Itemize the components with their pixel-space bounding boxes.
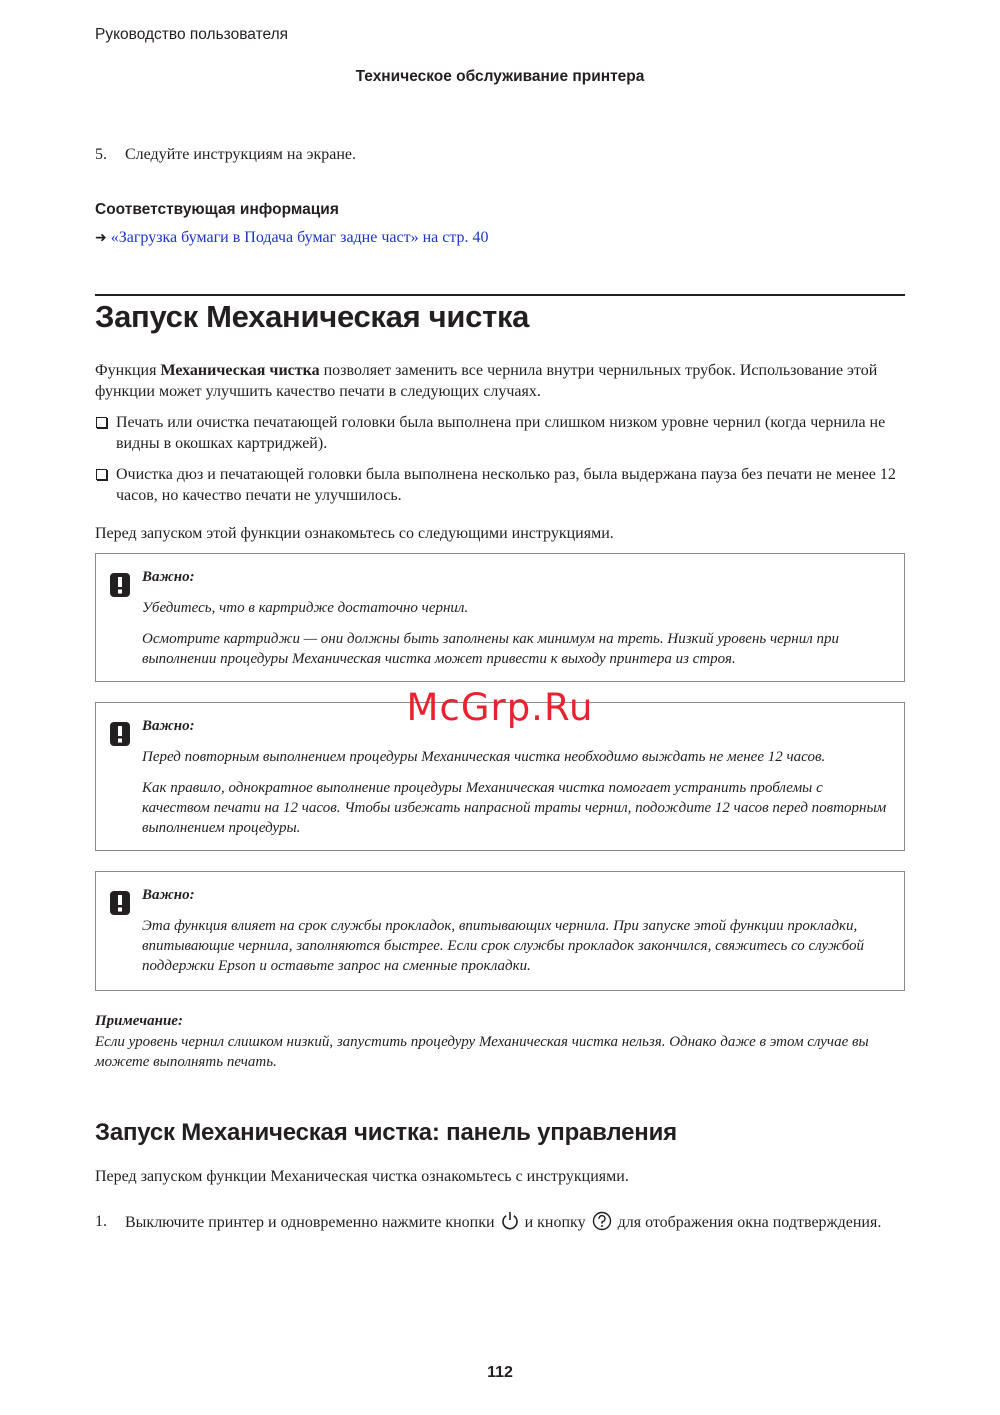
step-text: [125, 1211, 885, 1237]
related-info-heading: Соответствующая информация: [95, 201, 339, 218]
section-header: Техническое обслуживание принтера: [355, 68, 645, 85]
intro-suffix: позволяет заменить все чернила внутри чернильных трубок. Использование этой функции может улучшить качество печати в следующих случаях.: [95, 362, 878, 400]
list-item: [95, 464, 905, 506]
note-title: Примечание:: [95, 1013, 183, 1029]
notice-title: Важно:: [142, 569, 195, 585]
right-arrow-icon: ➜: [95, 230, 107, 246]
prev-step: [95, 144, 905, 166]
step-text-part: и кнопку: [524, 1214, 586, 1231]
page-number: 112: [487, 1364, 513, 1381]
document-title: Руководство пользователя: [95, 26, 289, 43]
step-1: [95, 1211, 905, 1261]
exclamation-icon: [110, 891, 130, 915]
step-text-part: Выключите принтер и одновременно нажмите кнопки: [125, 1214, 495, 1231]
watermark: McGrp.Ru: [406, 686, 594, 729]
notice-title: Важно:: [142, 887, 195, 903]
list-item-text: Очистка дюз и печатающей головки была выполнена несколько раз, была выдержана пауза без печати не менее 12 часов, но качество печати не улучшилось.: [116, 466, 896, 504]
exclamation-icon: [110, 573, 130, 597]
before-instructions: Перед запуском этой функции ознакомьтесь со следующими инструкциями.: [95, 525, 614, 542]
notice-text: Осмотрите картриджи — они должны быть заполнены как минимум на треть. Низкий уровень чернил при выполнении процедуры Механическая чистка может привести к выходу принтера из строя.: [142, 631, 840, 667]
step-text-part: для отображения окна подтверждения.: [617, 1214, 882, 1231]
step-text: Следуйте инструкциям на экране.: [125, 146, 356, 163]
intro-bold: Механическая чистка: [160, 362, 320, 379]
important-notice: [95, 871, 905, 991]
step-number: 1.: [95, 1213, 107, 1230]
section-divider: [95, 294, 905, 296]
checkbox-bullet-icon: [96, 469, 107, 480]
list-item-text: Печать или очистка печатающей головки была выполнена при слишком низком уровне чернил (когда чернила не видны в окошках картриджей).: [116, 414, 886, 452]
subsection-title: Запуск Механическая чистка: панель управления: [95, 1119, 677, 1146]
related-link[interactable]: «Загрузка бумаги в Подача бумаг задне част» на стр. 40: [110, 229, 489, 246]
intro-prefix: Функция: [95, 362, 161, 379]
checkbox-bullet-icon: [96, 417, 107, 428]
notice-text: Как правило, однократное выполнение процедуры Механическая чистка помогает устранить проблемы с качеством печати на 12 часов. Чтобы избежать напрасной траты чернил, подождите 12 часов перед повторным выполнением процедуры.: [142, 780, 887, 836]
notice-text: Убедитесь, что в картридже достаточно чернил.: [142, 600, 469, 616]
help-icon: [592, 1211, 612, 1237]
related-link-row: [95, 229, 489, 247]
power-icon: [501, 1211, 519, 1237]
notice-title: Важно:: [142, 718, 195, 734]
notice-text: Перед повторным выполнением процедуры Механическая чистка необходимо выждать не менее 12 часов.: [142, 749, 826, 765]
note-text: Если уровень чернил слишком низкий, запустить процедуру Механическая чистка нельзя. Однако даже в этом случае вы можете выполнять печать.: [95, 1034, 869, 1070]
important-notice: [95, 553, 905, 682]
notice-text: Эта функция влияет на срок службы прокладок, впитывающих чернила. При запуске этой функции прокладки, впитывающие чернила, заполняются быстрее. Если срок службы прокладок закончился, свяжитесь со службой поддержки Epson и оставьте запрос на сменные прокладки.: [142, 918, 864, 974]
section-title: Запуск Механическая чистка: [95, 299, 530, 334]
list-item: [95, 412, 905, 454]
step-number: 5.: [95, 146, 107, 163]
section-intro: [95, 360, 905, 402]
subsection-intro: Перед запуском функции Механическая чистка ознакомьтесь с инструкциями.: [95, 1168, 629, 1185]
